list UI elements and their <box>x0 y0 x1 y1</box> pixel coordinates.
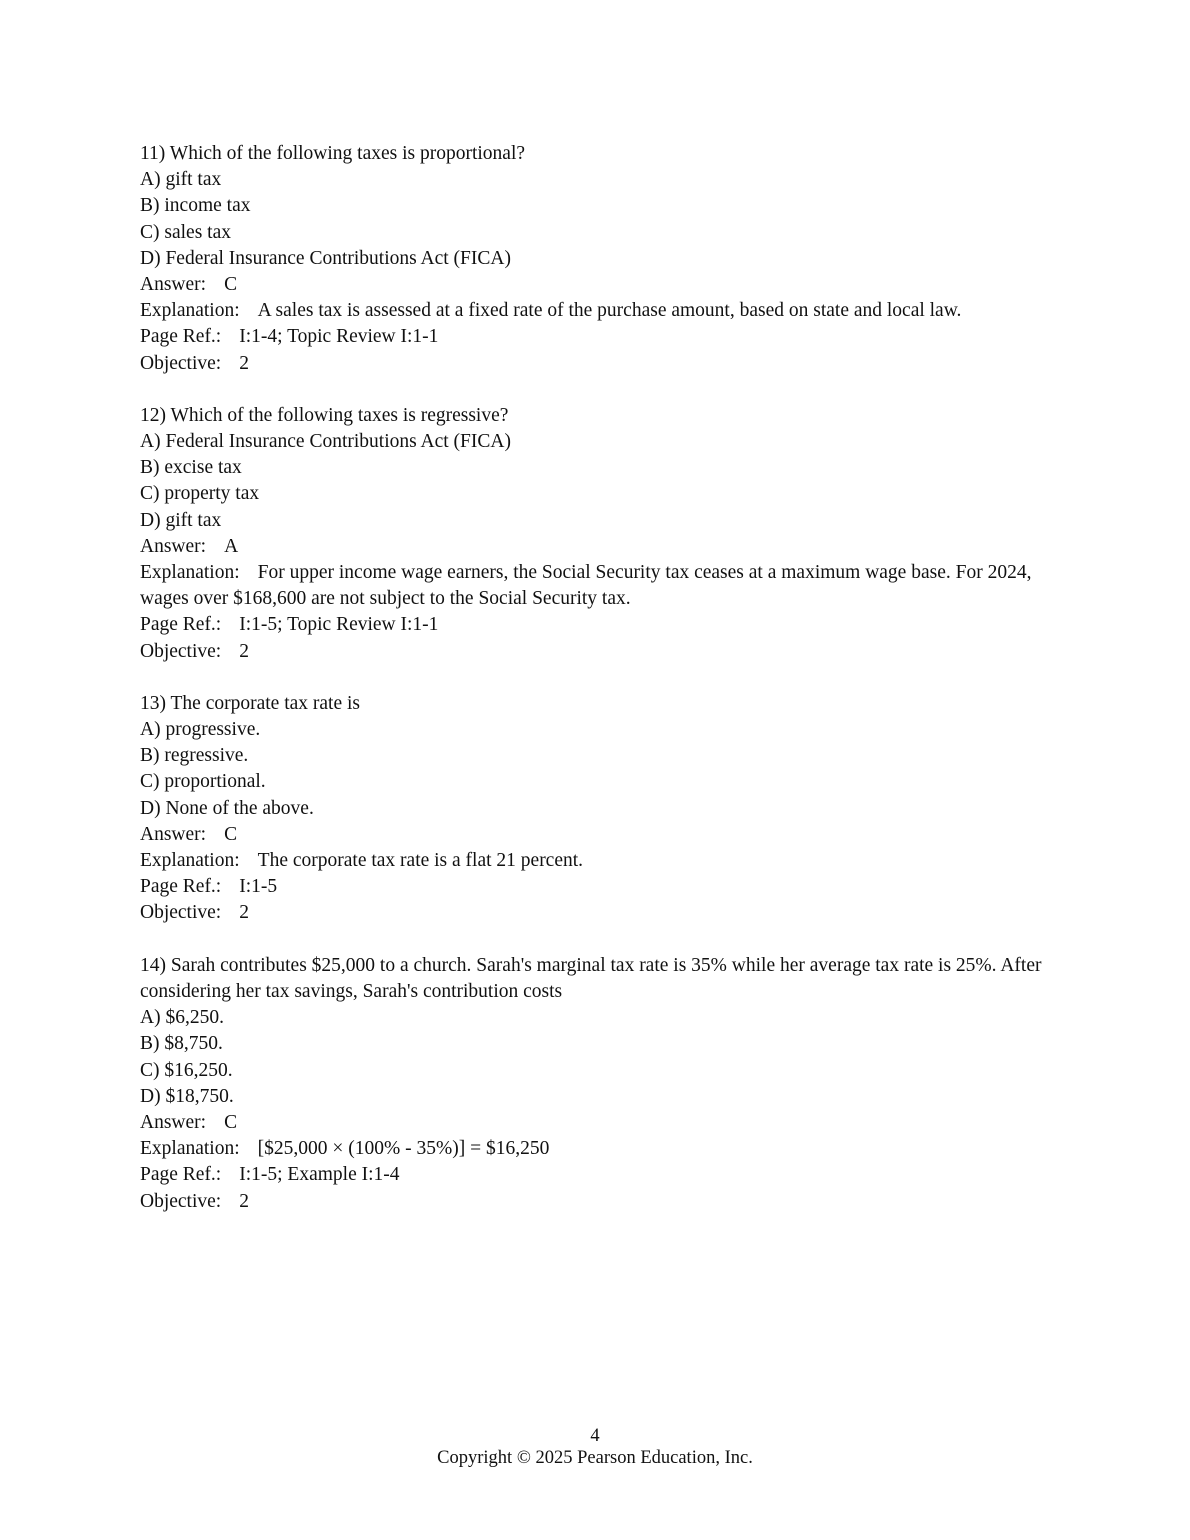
question-stem: 13) The corporate tax rate is <box>140 692 361 714</box>
question-block <box>140 141 1070 377</box>
page-ref-value: I:1-4; Topic Review I:1-1 <box>239 326 439 348</box>
option-c: C) sales tax <box>140 221 231 243</box>
answer-value: A <box>224 535 239 557</box>
page-ref-line <box>140 874 1070 900</box>
explanation-line <box>140 560 1070 612</box>
question-stem: 11) Which of the following taxes is proportional? <box>140 143 526 164</box>
page-ref-line <box>140 1162 1070 1188</box>
explanation-line <box>140 1136 1070 1162</box>
page-ref-label: Page Ref.: <box>140 1164 222 1186</box>
answer-label: Answer: <box>140 535 207 557</box>
explanation-line <box>140 298 1070 324</box>
objective-value: 2 <box>239 640 249 662</box>
option-c: C) $16,250. <box>140 1059 233 1081</box>
objective-label: Objective: <box>140 352 222 374</box>
question-stem: 12) Which of the following taxes is regressive? <box>140 404 509 426</box>
option-a: A) Federal Insurance Contributions Act (FICA) <box>140 431 511 453</box>
option-b: B) excise tax <box>140 457 242 479</box>
objective-label: Objective: <box>140 1190 222 1212</box>
option-c: C) property tax <box>140 483 260 505</box>
option-d: D) Federal Insurance Contributions Act (FICA) <box>140 247 511 269</box>
option-c: C) proportional. <box>140 771 266 793</box>
question-block <box>140 953 1070 1215</box>
page-ref-label: Page Ref.: <box>140 326 222 348</box>
objective-label: Objective: <box>140 640 222 662</box>
objective-line <box>140 900 1070 926</box>
page-footer <box>0 1425 1190 1469</box>
explanation-text: [$25,000 × (100% - 35%)] = $16,250 <box>257 1138 550 1160</box>
page-ref-label: Page Ref.: <box>140 614 222 636</box>
page-number: 4 <box>590 1426 600 1446</box>
option-a: A) $6,250. <box>140 1007 224 1029</box>
answer-label: Answer: <box>140 823 207 845</box>
answer-line <box>140 272 1070 298</box>
option-a: A) gift tax <box>140 169 222 191</box>
question-block <box>140 403 1070 665</box>
page-ref-line <box>140 324 1070 350</box>
answer-line <box>140 534 1070 560</box>
answer-line <box>140 822 1070 848</box>
explanation-text: For upper income wage earners, the Social Security tax ceases at a maximum wage base. For 2024, wages over $168,600 are not subject to the Social Security tax. <box>140 562 1037 610</box>
copyright-notice: Copyright © 2025 Pearson Education, Inc. <box>437 1448 753 1468</box>
document-body <box>140 141 1070 1241</box>
option-a: A) progressive. <box>140 719 261 741</box>
option-b: B) regressive. <box>140 745 249 767</box>
page-ref-value: I:1-5 <box>239 876 278 898</box>
option-d: D) gift tax <box>140 509 222 531</box>
answer-value: C <box>224 1111 238 1133</box>
page-ref-value: I:1-5; Example I:1-4 <box>239 1164 400 1186</box>
explanation-text: A sales tax is assessed at a fixed rate of the purchase amount, based on state and local law. <box>257 300 962 322</box>
question-stem: 14) Sarah contributes $25,000 to a church. Sarah's marginal tax rate is 35% while her average tax rate is 25%. After considering her tax savings, Sarah's contribution costs <box>140 954 1047 1002</box>
objective-label: Objective: <box>140 902 222 924</box>
objective-value: 2 <box>239 352 249 374</box>
answer-value: C <box>224 274 238 296</box>
option-b: B) $8,750. <box>140 1033 223 1055</box>
option-b: B) income tax <box>140 195 251 217</box>
page-ref-label: Page Ref.: <box>140 876 222 898</box>
answer-label: Answer: <box>140 274 207 296</box>
objective-line <box>140 639 1070 665</box>
objective-line <box>140 351 1070 377</box>
explanation-line <box>140 848 1070 874</box>
objective-line <box>140 1189 1070 1215</box>
objective-value: 2 <box>239 902 249 924</box>
answer-line <box>140 1110 1070 1136</box>
option-d: D) $18,750. <box>140 1085 234 1107</box>
answer-value: C <box>224 823 238 845</box>
question-block <box>140 691 1070 927</box>
option-d: D) None of the above. <box>140 797 314 819</box>
explanation-label: Explanation: <box>140 562 240 584</box>
explanation-text: The corporate tax rate is a flat 21 percent. <box>257 850 584 872</box>
objective-value: 2 <box>239 1190 249 1212</box>
explanation-label: Explanation: <box>140 1138 240 1160</box>
page-ref-value: I:1-5; Topic Review I:1-1 <box>239 614 439 636</box>
answer-label: Answer: <box>140 1111 207 1133</box>
explanation-label: Explanation: <box>140 850 240 872</box>
explanation-label: Explanation: <box>140 300 240 322</box>
page-ref-line <box>140 612 1070 638</box>
